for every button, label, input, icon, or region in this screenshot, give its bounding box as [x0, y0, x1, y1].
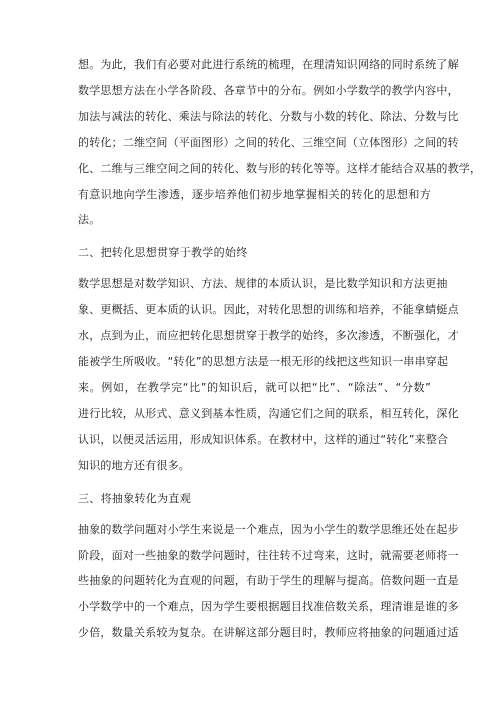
text-line: 有意识地向学生渗透，逐步培养他们初步地掌握相关的转化的思想和方 — [78, 187, 431, 201]
text-line: 象、更概括、更本质的认识。因此，对转化思想的训练和培养，不能拿蜻蜓点 — [78, 303, 459, 317]
text-line: 些抽象的问题转化为直观的问题，有助于学生的理解与提高。倍数问题一直是 — [78, 574, 459, 588]
paragraph-abstract-to-intuitive — [78, 517, 459, 647]
text-line: 化、二维与三维空间之间的转化、数与形的转化等等。这样才能结合双基的教学， — [78, 161, 482, 175]
text-line: 小学数学中的一个难点，因为学生要根据题目找准倍数关系，理清谁是谁的多 — [78, 600, 459, 614]
text-line: 知识的地方还有很多。 — [78, 458, 190, 472]
text-line: 阶段，面对一些抽象的数学问题时，往往转不过弯来，这时，就需要老师将一 — [78, 548, 459, 562]
text-line: 认识，以便灵活运用，形成知识体系。在教材中，这样的通过“转化”来整合 — [78, 432, 449, 446]
text-line: 数学思想方法在小学各阶段、各章节中的分布。例如小学数学的教学内容中， — [78, 83, 459, 97]
text-line: 水，点到为止，而应把转化思想贯穿于教学的始终，多次渗透，不断强化，才 — [78, 329, 459, 343]
document-page — [78, 52, 482, 646]
paragraph-conversion-distribution — [78, 52, 482, 233]
section-heading-3: 三、将抽象转化为直观 — [78, 491, 191, 505]
text-line: 来。例如，在教学完“比”的知识后，就可以把“比”、“除法”、“分数” — [78, 380, 431, 394]
text-line: 加法与减法的转化、乘法与除法的转化、分数与小数的转化、除法、分数与比 — [78, 109, 459, 123]
text-line: 抽象的数学问题对小学生来说是一个难点，因为小学生的数学思维还处在起步 — [78, 522, 459, 536]
text-line: 的转化；二维空间（平面图形）之间的转化、三维空间（立体图形）之间的转 — [78, 135, 459, 149]
text-line: 进行比较，从形式、意义到基本性质，沟通它们之间的联系，相互转化，深化 — [78, 406, 459, 420]
text-line: 少倍，数量关系较为复杂。在讲解这部分题目时，教师应将抽象的问题通过适 — [78, 626, 459, 640]
paragraph-through-teaching — [78, 271, 459, 478]
text-line: 想。为此，我们有必要对此进行系统的梳理，在理清知识网络的同时系统了解 — [78, 58, 459, 71]
text-line: 能被学生所吸收。“转化”的思想方法是一根无形的线把这些知识一串串穿起 — [78, 355, 449, 369]
text-line: 数学思想是对数学知识、方法、规律的本质认识，是比数学知识和方法更抽 — [78, 277, 448, 291]
text-line: 法。 — [78, 213, 101, 227]
section-heading-2: 二、把转化思想贯穿于教学的始终 — [78, 246, 248, 260]
